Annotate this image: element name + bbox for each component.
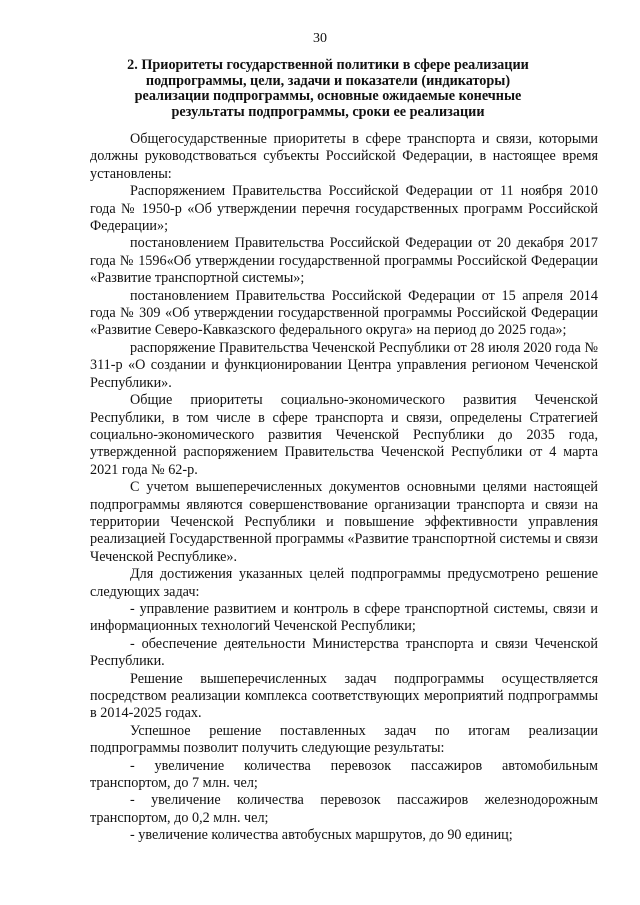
paragraph-result-2: - увеличение количества перевозок пассажиров железнодорожным транспортом, до 0,2 млн. чел; bbox=[90, 792, 598, 826]
body-text bbox=[90, 131, 598, 845]
section-heading: 2. Приоритеты государственной политики в сфере реализации подпрограммы, цели, задачи и показатели (индикаторы) реализации подпрограммы, основные ожидаемые конечные результаты подпрограммы, сроки ее реализации bbox=[127, 57, 529, 120]
paragraph-task-2: - обеспечение деятельности Министерства транспорта и связи Чеченской Республики. bbox=[90, 635, 598, 670]
paragraph-decree-1596: постановлением Правительства Российской Федерации от 20 декабря 2017 года № 1596«Об утверждении государственной программы Российской Федерации «Развитие транспортной системы»; bbox=[90, 235, 598, 287]
paragraph-result-1: - увеличение количества перевозок пассажиров автомобильным транспортом, до 7 млн. чел; bbox=[90, 757, 598, 792]
paragraph-task-1: - управление развитием и контроль в сфере транспортной системы, связи и информационных технологий Чеченской Республики; bbox=[90, 600, 598, 635]
paragraph-strategy-2035: Общие приоритеты социально-экономического развития Чеченской Республики, в том числе в сфере транспорта и связи, определены Стратегией социально-экономического развития Чеченской Республики до 2035 года, утвержденной распоряжением Правительства Чеченской Республики от 4 марта 2021 года № 62-р. bbox=[90, 392, 598, 478]
paragraph-result-3: - увеличение количества автобусных маршрутов, до 90 единиц; bbox=[130, 827, 513, 844]
paragraph-implementation: Решение вышеперечисленных задач подпрограммы осуществляется посредством реализации комплекса соответствующих мероприятий подпрограммы в 2014-2025 годах. bbox=[90, 670, 598, 722]
paragraph-intro: Общегосударственные приоритеты в сфере транспорта и связи, которыми должны руководствоваться субъекты Российской Федерации, в настоящее время установлены: bbox=[90, 131, 598, 182]
paragraph-order-311: распоряжение Правительства Чеченской Республики от 28 июля 2020 года № 311-р «О создании и функционировании Центра управления регионом Чеченской Республики». bbox=[90, 339, 598, 391]
paragraph-goals: С учетом вышеперечисленных документов основными целями настоящей подпрограммы являются совершенствование организации транспорта и связи на территории Чеченской Республики и повышение эффективности управления реализацией Государственной программы «Развитие транспортной системы и связи Чеченской Республике». bbox=[90, 479, 598, 565]
paragraph-decree-309: постановлением Правительства Российской Федерации от 15 апреля 2014 года № 309 «Об утверждении государственной программы Российской Федерации «Развитие Северо-Кавказского федерального округа» на период до 2025 года»; bbox=[90, 287, 598, 339]
paragraph-decree-1950: Распоряжением Правительства Российской Федерации от 11 ноября 2010 года № 1950-р «Об утверждении перечня государственных программ Российской Федерации»; bbox=[90, 183, 598, 235]
paragraph-tasks-intro: Для достижения указанных целей подпрограммы предусмотрено решение следующих задач: bbox=[90, 566, 598, 600]
page-number: 30 bbox=[313, 31, 327, 46]
paragraph-results-intro: Успешное решение поставленных задач по итогам реализации подпрограммы позволит получить следующие результаты: bbox=[90, 722, 598, 757]
